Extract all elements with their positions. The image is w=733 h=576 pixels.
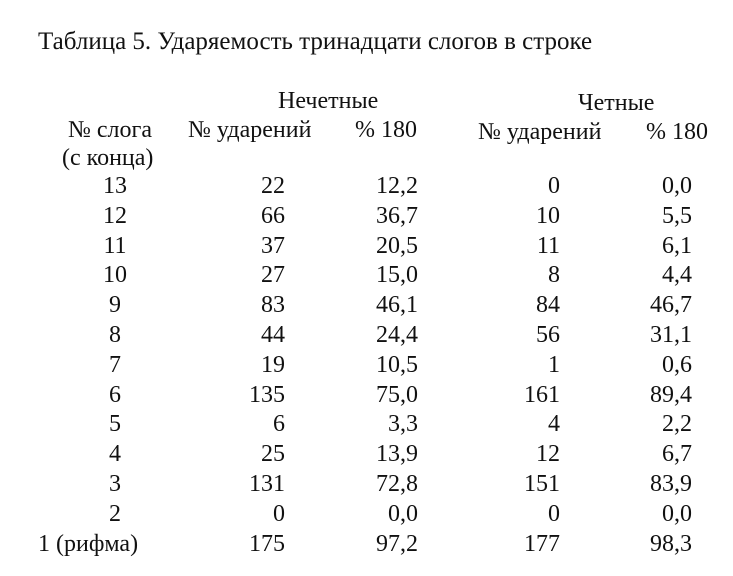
even-pct-cell: 0,0: [662, 173, 692, 199]
column-header-even-count: № ударений: [478, 119, 602, 145]
syllable-cell: 1 (рифма): [38, 530, 139, 557]
even-pct-cell: 5,5: [662, 202, 692, 229]
even-count-cell: 56: [536, 321, 560, 348]
odd-pct-cell: 46,1: [376, 292, 418, 319]
odd-pct-cell: 3,3: [388, 411, 418, 438]
syllable-cell: 10: [103, 262, 127, 289]
table-row: [0, 409, 733, 439]
odd-count-cell: 66: [261, 202, 285, 229]
even-pct-cell: 6,7: [662, 441, 692, 468]
even-count-cell: 1: [548, 351, 560, 378]
odd-count-cell: 37: [261, 232, 285, 259]
syllable-cell: 8: [109, 321, 121, 348]
even-count-cell: 0: [548, 173, 560, 199]
group-header-odd: Нечетные: [278, 88, 379, 114]
odd-count-cell: 44: [261, 321, 285, 348]
group-header-even: Четные: [578, 90, 655, 116]
odd-count-cell: 135: [249, 381, 285, 408]
table-row: [0, 260, 733, 290]
syllable-cell: 3: [109, 470, 121, 497]
table-row: [0, 231, 733, 261]
odd-pct-cell: 24,4: [376, 321, 418, 348]
even-count-cell: 151: [524, 470, 560, 497]
even-count-cell: 11: [536, 232, 560, 259]
even-pct-cell: 6,1: [662, 232, 692, 259]
odd-pct-cell: 15,0: [376, 262, 418, 289]
column-header-syllable: № слога: [68, 117, 153, 143]
syllable-cell: 2: [109, 500, 121, 527]
even-count-cell: 10: [536, 202, 560, 229]
table-row: [0, 320, 733, 350]
table-row: [0, 469, 733, 499]
even-pct-cell: 83,9: [650, 470, 692, 497]
even-count-cell: 8: [548, 262, 560, 289]
table-row: [0, 171, 733, 201]
column-header-odd-count: № ударений: [188, 117, 312, 143]
even-pct-cell: 0,6: [662, 351, 692, 378]
even-pct-cell: 31,1: [650, 321, 692, 348]
odd-count-cell: 83: [261, 292, 285, 319]
even-pct-cell: 0,0: [662, 500, 692, 527]
even-pct-cell: 98,3: [650, 530, 692, 557]
even-pct-cell: 2,2: [662, 411, 692, 438]
table-row: [0, 499, 733, 529]
even-pct-cell: 4,4: [662, 262, 692, 289]
data-table: [0, 171, 733, 558]
column-header-odd-pct: % 180: [355, 117, 417, 143]
odd-count-cell: 22: [261, 173, 285, 199]
syllable-cell: 7: [109, 351, 121, 378]
odd-pct-cell: 36,7: [376, 202, 418, 229]
syllable-cell: 11: [103, 232, 127, 259]
table-row: [0, 529, 733, 559]
odd-count-cell: 19: [261, 351, 285, 378]
even-count-cell: 161: [524, 381, 560, 408]
syllable-cell: 9: [109, 292, 121, 319]
odd-pct-cell: 0,0: [388, 500, 418, 527]
odd-count-cell: 6: [273, 411, 285, 438]
syllable-cell: 12: [103, 202, 127, 229]
even-count-cell: 84: [536, 292, 560, 319]
table-row: [0, 201, 733, 231]
odd-pct-cell: 20,5: [376, 232, 418, 259]
syllable-cell: 4: [109, 441, 121, 468]
odd-count-cell: 0: [273, 500, 285, 527]
even-pct-cell: 46,7: [650, 292, 692, 319]
odd-count-cell: 175: [249, 530, 285, 557]
even-count-cell: 4: [548, 411, 560, 438]
odd-pct-cell: 13,9: [376, 441, 418, 468]
column-header-syllable-sub: (с конца): [62, 145, 154, 171]
table-title: Таблица 5. Ударяемость тринадцати слогов в строке: [38, 28, 593, 55]
odd-count-cell: 25: [261, 441, 285, 468]
odd-pct-cell: 72,8: [376, 470, 418, 497]
odd-pct-cell: 97,2: [376, 530, 418, 557]
table-row: [0, 350, 733, 380]
even-count-cell: 177: [524, 530, 560, 557]
column-header-even-pct: % 180: [646, 119, 708, 145]
even-count-cell: 0: [548, 500, 560, 527]
odd-pct-cell: 10,5: [376, 351, 418, 378]
table-row: [0, 290, 733, 320]
table-row: [0, 380, 733, 410]
odd-pct-cell: 75,0: [376, 381, 418, 408]
odd-pct-cell: 12,2: [376, 173, 418, 199]
syllable-cell: 6: [109, 381, 121, 408]
odd-count-cell: 27: [261, 262, 285, 289]
table-row: [0, 439, 733, 469]
even-pct-cell: 89,4: [650, 381, 692, 408]
syllable-cell: 13: [103, 173, 127, 199]
odd-count-cell: 131: [249, 470, 285, 497]
even-count-cell: 12: [536, 441, 560, 468]
syllable-cell: 5: [109, 411, 121, 438]
